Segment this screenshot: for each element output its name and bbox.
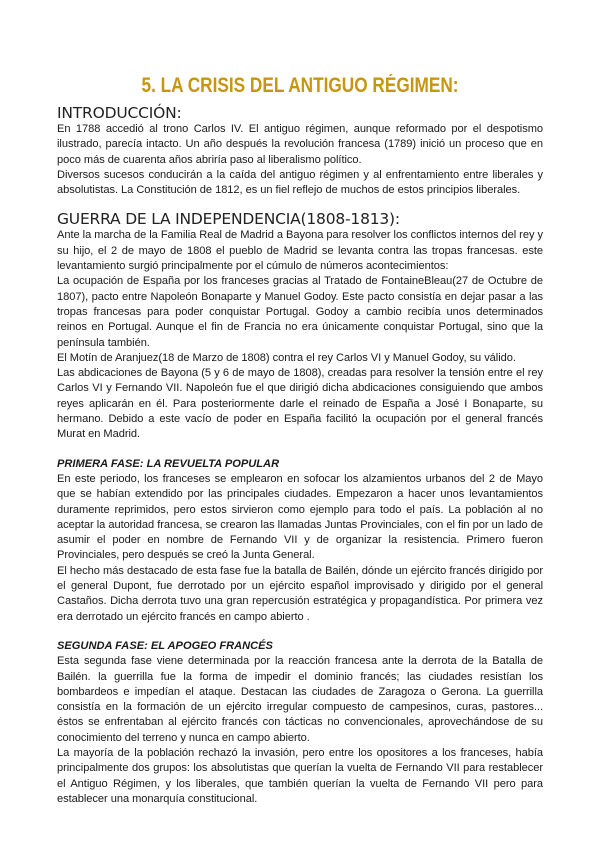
paragraph: Esta segunda fase viene determinada por la reacción francesa ante la derrota de la Batalla de Bailén. la guerrilla fue la forma de impedir el dominio francés; las ciudades resistían los bombardeos e impedían el ataque. Destacan las ciudades de Zaragoza o Gerona. La guerrilla consistía en la formación de un ejército irregular compuesto de campesinos, curas, pastores... éstos se enfrentaban al ejército francés con tácticas no convencionales, aprovechándose de su conocimiento del terreno y nunca en campo abierto. bbox=[57, 655, 543, 744]
section-segunda-fase bbox=[57, 639, 543, 807]
page-title: 5. LA CRISIS DEL ANTIGUO RÉGIMEN: bbox=[141, 74, 459, 97]
section-primera-fase bbox=[57, 457, 543, 625]
paragraph: Diversos sucesos conducirán a la caída del antiguo régimen y al enfrentamiento entre liberales y absolutistas. La Constitución de 1812, es un fiel reflejo de muchos de estos principios liberales. bbox=[57, 168, 543, 197]
section-guerra-independencia bbox=[57, 210, 543, 442]
paragraph: La ocupación de España por los franceses gracias al Tratado de FontaineBleau(27 de Octubre de 1807), pacto entre Napoleón Bonaparte y Manuel Godoy. Este pacto consistía en dejar pasar a las tropas francesas para poder conquistar Portugal. Godoy a cambio recibía unos determinados reinos en Portugal. Aunque el fin de Francia no era únicamente conquistar Portugal, sino que la península también. bbox=[57, 275, 543, 349]
document-page bbox=[57, 74, 543, 807]
subsection-heading: SEGUNDA FASE: EL APOGEO FRANCÉS bbox=[57, 639, 273, 652]
section-heading: GUERRA DE LA INDEPENDENCIA(1808-1813): bbox=[57, 210, 400, 229]
paragraph: El Motín de Aranjuez(18 de Marzo de 1808) contra el rey Carlos VI y Manuel Godoy, su válido. bbox=[57, 351, 516, 364]
paragraph: En este periodo, los franceses se emplearon en sofocar los alzamientos urbanos del 2 de Mayo que se habían extendido por las principales ciudades. Empezaron a hacer unos levantamientos duramente reprimidos, pero estos sirvieron como ejemplo para todo el país. La población al no aceptar la autoridad francesa, se crearon las llamadas Juntas Provinciales, con el fin por un lado de asumir el poder en nombre de Fernando VII y de organizar la resistencia. Primero fueron Provinciales, pero después se creó la Junta General. bbox=[57, 472, 543, 562]
paragraph: En 1788 accedió al trono Carlos IV. El antiguo régimen, aunque reformado por el despotismo ilustrado, parecía intacto. Un año después la revolución francesa (1789) inició un proceso que en poco más de cuarenta años abriría paso al liberalismo político. bbox=[57, 123, 543, 166]
paragraph: Ante la marcha de la Familia Real de Madrid a Bayona para resolver los conflictos internos del rey y su hijo, el 2 de mayo de 1808 el pueblo de Madrid se levanta contra las tropas francesas. este levantamiento surgió principalmente por el cúmulo de números acontecimientos: bbox=[57, 229, 543, 273]
paragraph: La mayoría de la población rechazó la invasión, pero entre los opositores a los franceses, había principalmente dos grupos: los absolutistas que querían la vuelta de Fernando VII para restablecer el Antiguo Régimen, y los liberales, que también querían la vuelta de Fernando VII pero para establecer una monarquía constitucional. bbox=[57, 746, 543, 805]
paragraph: Las abdicaciones de Bayona (5 y 6 de mayo de 1808), creadas para resolver la tensión entre el rey Carlos VI y Fernando VII. Napoleón fue el que dirigió dicha abdicaciones consiguiendo que ambos reyes aplicarán en él. Para posteriormente darle el reinado de España a José I Bonaparte, su hermano. Debido a este vacío de poder en España facilitó la ocupación por el general francés Murat en Madrid. bbox=[57, 367, 543, 441]
section-introduccion bbox=[57, 104, 543, 198]
subsection-heading: PRIMERA FASE: LA REVUELTA POPULAR bbox=[57, 457, 280, 470]
paragraph: El hecho más destacado de esta fase fue la batalla de Bailén, dónde un ejército francés dirigido por el general Dupont, fue derrotado por un ejército español improvisado y dirigido por el general Castaños. Dicha derrota tuvo una gran repercusión estratégica y propagandística. Por primera vez era derrotado un ejército francés en campo abierto . bbox=[57, 564, 543, 623]
section-heading: INTRODUCCIÓN: bbox=[57, 104, 182, 122]
